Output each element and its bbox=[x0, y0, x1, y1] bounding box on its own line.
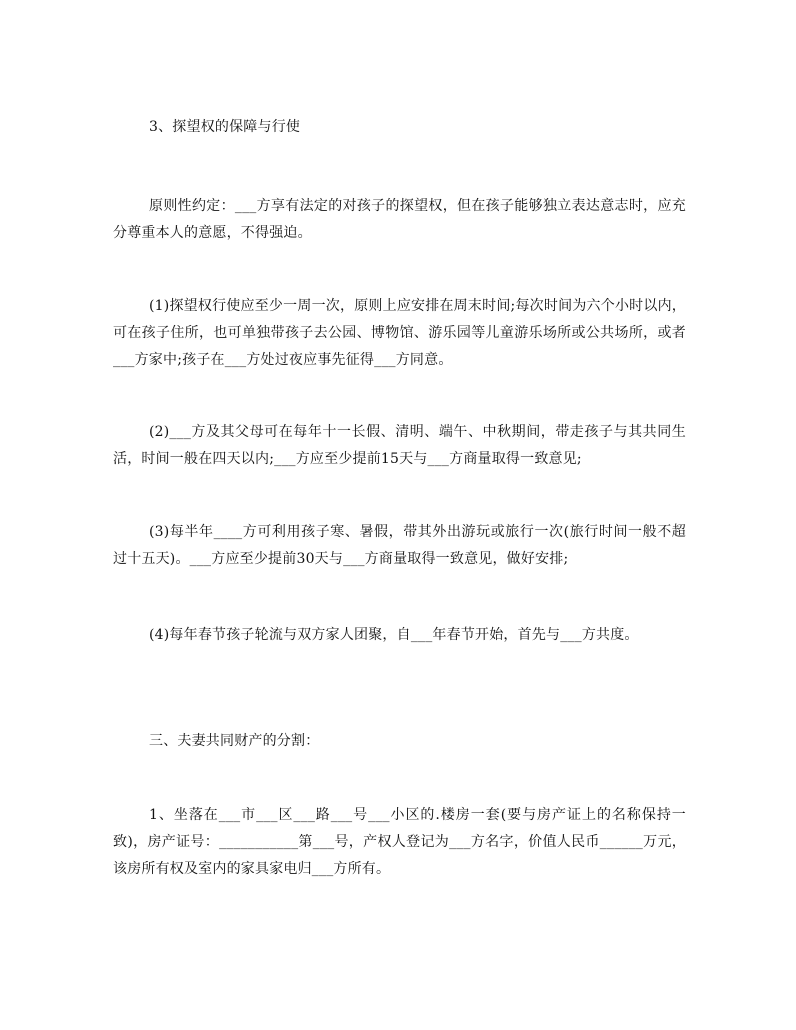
section-heading-visitation-rights: 3、探望权的保障与行使 bbox=[149, 119, 301, 135]
paragraph-principle-agreement: 原则性约定：___方享有法定的对孩子的探望权，但在孩子能够独立表达意志时，应充分尊重本人的意愿，不得强迫。 bbox=[113, 198, 686, 241]
paragraph-clause-4: (4)每年春节孩子轮流与双方家人团聚，自___年春节开始，首先与___方共度。 bbox=[149, 627, 639, 643]
paragraph-clause-3: (3)每半年____方可利用孩子寒、暑假，带其外出游玩或旅行一次(旅行时间一般不超过十五天)。___方应至少提前30天与___方商量取得一致意见，做好安排; bbox=[113, 524, 686, 567]
section-heading-property-division: 三、夫妻共同财产的分割： bbox=[149, 733, 320, 749]
paragraph-clause-1: (1)探望权行使应至少一周一次，原则上应安排在周末时间;每次时间为六个小时以内，可在孩子住所，也可单独带孩子去公园、博物馆、游乐园等儿童游乐场所或公共场所，或者___方家中;孩子在___方处过夜应事先征得___方同意。 bbox=[113, 298, 686, 368]
paragraph-clause-2: (2)___方及其父母可在每年十一长假、清明、端午、中秋期间，带走孩子与其共同生活，时间一般在四天以内;___方应至少提前15天与___方商量取得一致意见; bbox=[113, 424, 686, 467]
paragraph-property-item-1: 1、坐落在___市___区___路___号___小区的.楼房一套(要与房产证上的名称保持一致)，房产证号：___________第___号，产权人登记为___方名字，价值人民币______万元，该房所有权及室内的家具家电归___方所有。 bbox=[113, 807, 686, 877]
